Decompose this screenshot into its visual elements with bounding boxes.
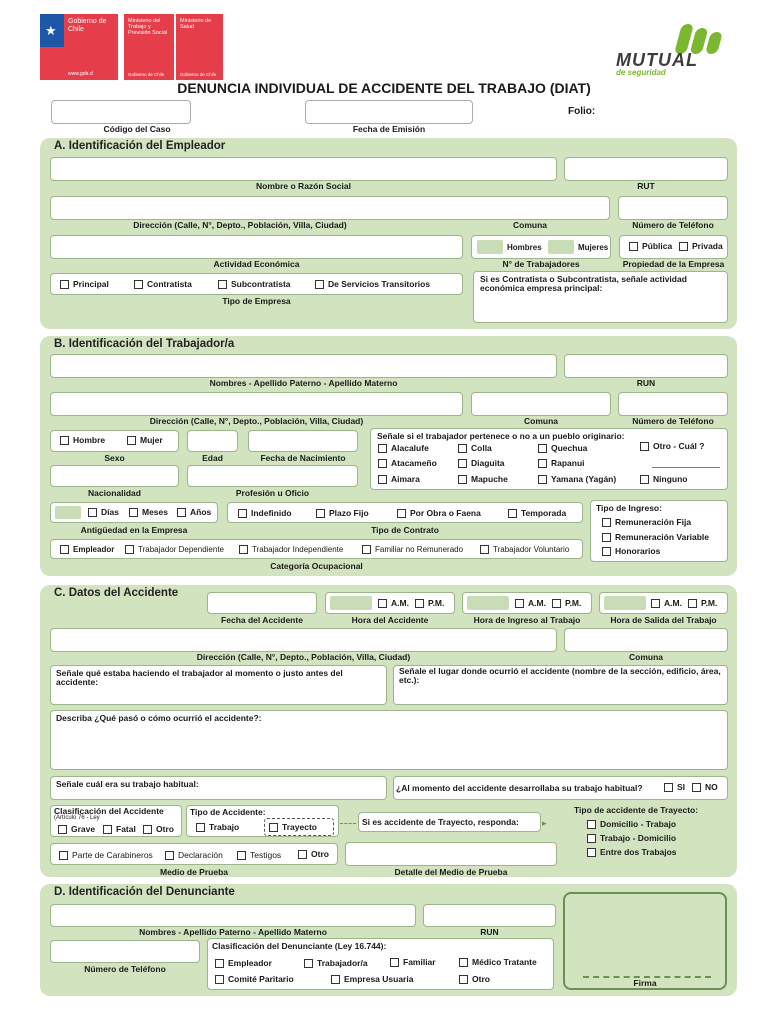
- carabineros-checkbox[interactable]: Parte de Carabineros: [59, 850, 153, 860]
- nacionalidad-field[interactable]: [50, 465, 179, 487]
- accidente-direccion-field[interactable]: [50, 628, 557, 652]
- fecha-accidente-label: Fecha del Accidente: [221, 615, 303, 625]
- grave-checkbox[interactable]: Grave: [58, 824, 95, 834]
- trabajador-comuna-field[interactable]: [471, 392, 611, 416]
- mujeres-label: Mujeres: [578, 243, 609, 252]
- denunciante-telefono-field[interactable]: [50, 940, 200, 963]
- obra-faena-checkbox[interactable]: Por Obra o Faena: [397, 508, 481, 518]
- n-trabajadores-label: N° de Trabajadores: [502, 259, 580, 269]
- domicilio-trabajo-checkbox[interactable]: Domicilio - Trabajo: [587, 819, 676, 829]
- denunciante-nombres-field[interactable]: [50, 904, 416, 927]
- empleador-comuna-label: Comuna: [513, 220, 547, 230]
- pueblo-originario-question: Señale si el trabajador pertenece o no a un pueblo originario:: [377, 431, 625, 441]
- denunciante-empresa-checkbox[interactable]: Empresa Usuaria: [331, 974, 413, 984]
- honorarios-checkbox[interactable]: Honorarios: [602, 546, 660, 556]
- gobierno-logo: ★ Gobierno de Chile www.gob.cl: [40, 14, 118, 80]
- medio-prueba-label: Medio de Prueba: [159, 867, 228, 877]
- section-d-title: D. Identificación del Denunciante: [54, 886, 235, 898]
- principal-checkbox[interactable]: Principal: [60, 279, 109, 289]
- fatal-checkbox[interactable]: Fatal: [103, 824, 136, 834]
- section-c-title: C. Datos del Accidente: [54, 587, 179, 599]
- dias-checkbox[interactable]: Días: [88, 507, 119, 517]
- otro-medio-checkbox[interactable]: Otro: [298, 849, 329, 859]
- ministerio-trabajo-logo: Ministerio del Trabajo y Previsión Social Gobierno de Chile: [124, 14, 174, 80]
- clasif-denunciante-label: Clasificación del Denunciante (Ley 16.744):: [212, 941, 387, 951]
- denunciante-run-label: RUN: [480, 927, 499, 937]
- denunciante-telefono-label: Número de Teléfono: [84, 964, 166, 974]
- denunciante-run-field[interactable]: [423, 904, 556, 927]
- fecha-emision-label: Fecha de Emisión: [352, 124, 426, 134]
- hora-salida-field[interactable]: [604, 596, 646, 610]
- otro-pueblo-line[interactable]: [652, 467, 720, 468]
- habitual-si-checkbox[interactable]: SI: [664, 782, 685, 792]
- tipo-empresa-label: Tipo de Empresa: [222, 296, 291, 306]
- trabajador-telefono-label: Número de Teléfono: [632, 416, 714, 426]
- tipo-ingreso-label: Tipo de Ingreso:: [596, 503, 662, 513]
- arrow-right-icon: ▸: [542, 818, 547, 828]
- trabajo-checkbox[interactable]: Trabajo: [196, 822, 239, 832]
- empleador-telefono-field[interactable]: [618, 196, 728, 220]
- section-a-title: A. Identificación del Empleador: [54, 140, 226, 152]
- folio-label: Folio:: [568, 106, 596, 117]
- empleador-nombre-field[interactable]: [50, 157, 557, 181]
- empleador-direccion-field[interactable]: [50, 196, 610, 220]
- trabajador-nombres-label: Nombres - Apellido Paterno - Apellido Materno: [209, 378, 398, 388]
- contratista-checkbox[interactable]: Contratista: [134, 279, 192, 289]
- accidente-comuna-field[interactable]: [564, 628, 728, 652]
- hora-accidente-am[interactable]: A.M.: [378, 598, 409, 608]
- indefinido-checkbox[interactable]: Indefinido: [238, 508, 292, 518]
- entre-trabajos-checkbox[interactable]: Entre dos Trabajos: [587, 847, 677, 857]
- categoria-label: Categoría Ocupacional: [270, 561, 363, 571]
- rapanui-checkbox[interactable]: Rapanui: [538, 458, 585, 468]
- empleador-telefono-label: Número de Teléfono: [632, 220, 714, 230]
- trab-independiente-checkbox[interactable]: Trabajador Independiente: [239, 545, 343, 554]
- mujeres-field[interactable]: [548, 240, 574, 254]
- familiar-no-remunerado-checkbox[interactable]: Familiar no Remunerado: [362, 545, 463, 554]
- denunciante-familiar-checkbox[interactable]: Familiar: [390, 957, 436, 967]
- trabajador-run-label: RUN: [636, 378, 656, 388]
- trab-dependiente-checkbox[interactable]: Trabajador Dependiente: [125, 545, 224, 554]
- hora-ingreso-field[interactable]: [467, 596, 509, 610]
- tipo-accidente-label: Tipo de Accidente:: [190, 807, 266, 817]
- trab-voluntario-checkbox[interactable]: Trabajador Voluntario: [480, 545, 569, 554]
- hora-accidente-pm[interactable]: P.M.: [415, 598, 444, 608]
- alacalufe-checkbox[interactable]: Alacalufe: [378, 443, 429, 453]
- ministerio-salud-logo: Ministerio de Salud Gobierno de Chile: [176, 14, 223, 80]
- hora-salida-am[interactable]: A.M.: [651, 598, 682, 608]
- detalle-medio-field[interactable]: [345, 842, 557, 866]
- profesion-field[interactable]: [187, 465, 358, 487]
- trabajador-comuna-label: Comuna: [524, 416, 558, 426]
- hombres-label: Hombres: [507, 243, 542, 252]
- denunciante-empleador-checkbox[interactable]: Empleador: [215, 958, 272, 968]
- hora-ingreso-label: Hora de Ingreso al Trabajo: [473, 615, 581, 625]
- propiedad-label: Propiedad de la Empresa: [622, 259, 725, 269]
- antiguedad-field[interactable]: [55, 506, 81, 519]
- empleador-rut-field[interactable]: [564, 157, 728, 181]
- rem-fija-checkbox[interactable]: Remuneración Fija: [602, 517, 691, 527]
- denunciante-comite-checkbox[interactable]: Comité Paritario: [215, 974, 294, 984]
- fecha-emision-field[interactable]: [305, 100, 473, 124]
- empleador-cat-checkbox[interactable]: Empleador: [60, 545, 114, 554]
- trayecto-responda-label: Si es accidente de Trayecto, responda:: [362, 817, 519, 827]
- hombre-checkbox[interactable]: Hombre: [60, 435, 105, 445]
- codigo-caso-field[interactable]: [51, 100, 191, 124]
- lugar-accidente-label: Señale el lugar donde ocurrió el accidente (nombre de la sección, edificio, área, etc.):: [399, 666, 721, 685]
- denunciante-nombres-label: Nombres - Apellido Paterno - Apellido Materno: [139, 927, 327, 937]
- trabajador-nombres-field[interactable]: [50, 354, 557, 378]
- hombres-field[interactable]: [477, 240, 503, 254]
- sexo-label: Sexo: [104, 453, 125, 463]
- hora-ingreso-pm[interactable]: P.M.: [552, 598, 581, 608]
- atacameno-checkbox[interactable]: Atacameño: [378, 458, 437, 468]
- fecha-accidente-field[interactable]: [207, 592, 317, 614]
- trabajador-direccion-field[interactable]: [50, 392, 463, 416]
- clasificacion-articulo: (Artículo 76 - Ley: [54, 815, 100, 821]
- hora-accidente-field[interactable]: [330, 596, 372, 610]
- trabajo-habitual-label: Señale cuál era su trabajo habitual:: [56, 779, 199, 789]
- yamana-checkbox[interactable]: Yamana (Yagán): [538, 474, 616, 484]
- diaguita-checkbox[interactable]: Diaguita: [458, 458, 505, 468]
- trabajador-direccion-label: Dirección (Calle, N°, Depto., Población, Villa, Ciudad): [149, 416, 364, 426]
- descripcion-accidente-label: Describa ¿Qué pasó o cómo ocurrió el accidente?:: [56, 713, 262, 723]
- edad-field[interactable]: [187, 430, 238, 452]
- firma-label: Firma: [633, 978, 657, 988]
- anos-checkbox[interactable]: Años: [177, 507, 211, 517]
- section-b-title: B. Identificación del Trabajador/a: [54, 338, 235, 350]
- tipo-trayecto-label: Tipo de accidente de Trayecto:: [574, 805, 699, 815]
- denunciante-otro-checkbox[interactable]: Otro: [459, 974, 490, 984]
- section-denunciante: [40, 884, 737, 996]
- otro-clasif-checkbox[interactable]: Otro: [143, 824, 174, 834]
- trabajo-domicilio-checkbox[interactable]: Trabajo - Domicilio: [587, 833, 676, 843]
- temporada-checkbox[interactable]: Temporada: [508, 508, 566, 518]
- colla-checkbox[interactable]: Colla: [458, 443, 492, 453]
- plazo-fijo-checkbox[interactable]: Plazo Fijo: [316, 508, 369, 518]
- clasificacion-label: Clasificación del Accidente: [54, 806, 164, 816]
- habitual-no-checkbox[interactable]: NO: [692, 782, 718, 792]
- hora-accidente-label: Hora del Accidente: [351, 615, 429, 625]
- actividad-label: Actividad Económica: [213, 259, 300, 269]
- trabajador-telefono-field[interactable]: [618, 392, 728, 416]
- otro-pueblo-checkbox[interactable]: Otro - Cuál ?: [640, 441, 704, 451]
- section-empleador: [40, 138, 737, 329]
- rem-variable-checkbox[interactable]: Remuneración Variable: [602, 532, 709, 542]
- profesion-label: Profesión u Oficio: [235, 488, 310, 498]
- quechua-checkbox[interactable]: Quechua: [538, 443, 587, 453]
- trabajador-run-field[interactable]: [564, 354, 728, 378]
- meses-checkbox[interactable]: Meses: [129, 507, 168, 517]
- empleador-rut-label: RUT: [637, 181, 655, 191]
- form-title: DENUNCIA INDIVIDUAL DE ACCIDENTE DEL TRABAJO (DIAT): [177, 80, 591, 96]
- mapuche-checkbox[interactable]: Mapuche: [458, 474, 508, 484]
- hora-salida-pm[interactable]: P.M.: [688, 598, 717, 608]
- privada-checkbox[interactable]: Privada: [679, 241, 723, 251]
- que-hacia-label: Señale qué estaba haciendo el trabajador al momento o justo antes del accidente:: [56, 668, 343, 687]
- mujer-checkbox[interactable]: Mujer: [127, 435, 163, 445]
- codigo-caso-label: Código del Caso: [103, 124, 171, 134]
- trayecto-checkbox[interactable]: Trayecto: [269, 822, 317, 832]
- hora-ingreso-am[interactable]: A.M.: [515, 598, 546, 608]
- servicios-transitorios-checkbox[interactable]: De Servicios Transitorios: [315, 279, 430, 289]
- denunciante-trabajador-checkbox[interactable]: Trabajador/a: [304, 958, 368, 968]
- actividad-principal-label: Si es Contratista o Subcontratista, señale actividad económica empresa principal:: [480, 274, 687, 293]
- arrow-icon: [340, 823, 356, 824]
- testigos-checkbox[interactable]: Testigos: [237, 850, 281, 860]
- detalle-medio-label: Detalle del Medio de Prueba: [394, 867, 508, 877]
- declaracion-checkbox[interactable]: Declaración: [165, 850, 223, 860]
- fecha-nacimiento-field[interactable]: [248, 430, 358, 452]
- denunciante-medico-checkbox[interactable]: Médico Tratante: [459, 957, 537, 967]
- trabajo-habitual-question: ¿Al momento del accidente desarrollaba su trabajo habitual?: [396, 783, 643, 793]
- edad-label: Edad: [202, 453, 223, 463]
- hora-salida-label: Hora de Salida del Trabajo: [610, 615, 717, 625]
- actividad-economica-field[interactable]: [50, 235, 463, 259]
- empleador-direccion-label: Dirección (Calle, N°, Depto., Población, Villa, Ciudad): [133, 220, 347, 230]
- accidente-direccion-label: Dirección (Calle, N°, Depto., Población, Villa, Ciudad): [196, 652, 411, 662]
- subcontratista-checkbox[interactable]: Subcontratista: [218, 279, 291, 289]
- aimara-checkbox[interactable]: Aimara: [378, 474, 420, 484]
- section-accidente: [40, 585, 737, 877]
- star-icon: ★: [45, 23, 57, 38]
- antiguedad-label: Antigüedad en la Empresa: [80, 525, 188, 535]
- ninguno-checkbox[interactable]: Ninguno: [640, 474, 687, 484]
- section-trabajador: [40, 336, 737, 576]
- empleador-nombre-label: Nombre o Razón Social: [256, 181, 351, 191]
- accidente-comuna-label: Comuna: [629, 652, 663, 662]
- publica-checkbox[interactable]: Pública: [629, 241, 672, 251]
- mutual-logo: MUTUAL de seguridad: [612, 22, 742, 80]
- fecha-nacimiento-label: Fecha de Nacimiento: [260, 453, 346, 463]
- nacionalidad-label: Nacionalidad: [88, 488, 141, 498]
- tipo-contrato-label: Tipo de Contrato: [371, 525, 439, 535]
